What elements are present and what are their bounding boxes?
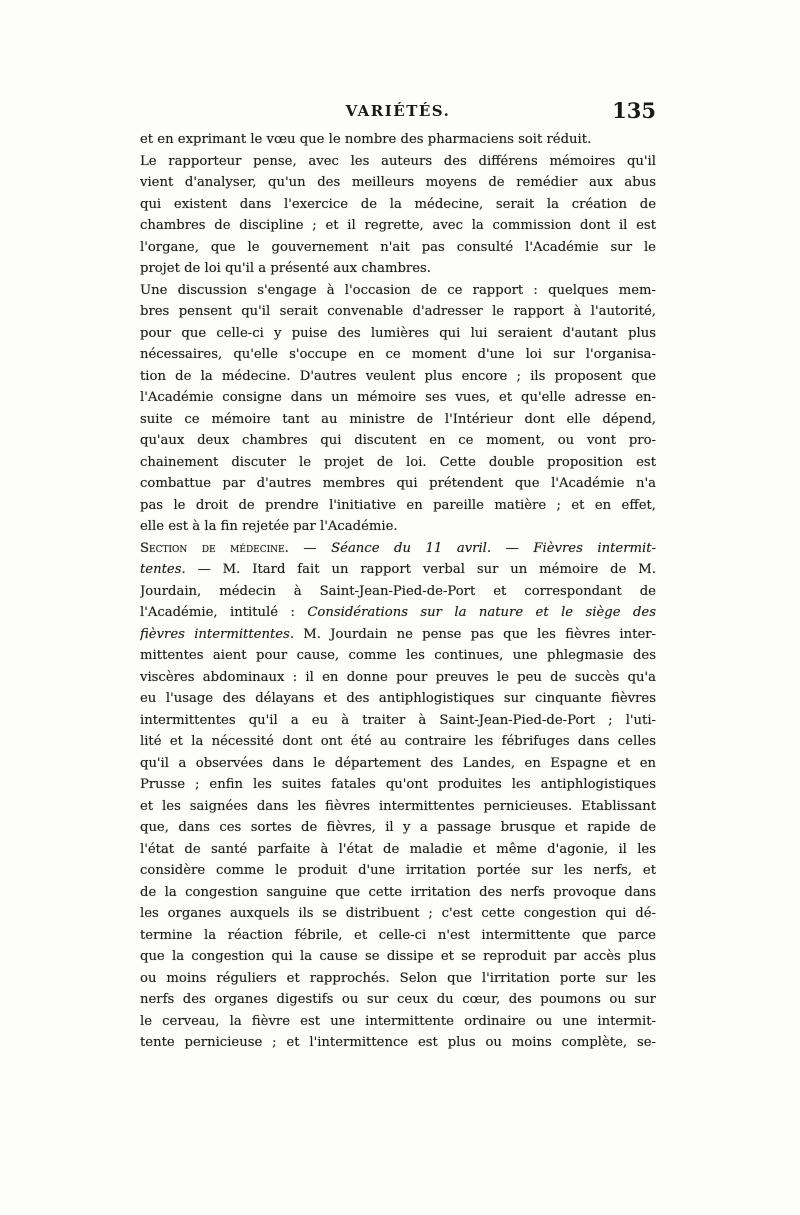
text-line [140,538,656,560]
line-text: les organes auxquels ils se distribuent ; c'est cette congestion qui dé- [140,906,656,921]
text-line [140,1032,656,1054]
text-line [140,796,656,818]
text-line [140,516,656,538]
line-text: Jourdain, médecin à Saint-Jean-Pied-de-Port et correspondant de [140,583,656,599]
text-line [140,731,656,753]
line-text: l'Académie, intitulé : [140,605,308,620]
line-text: nécessaires, qu'elle s'occupe en ce moment d'une loi sur l'organisa- [140,347,656,362]
text-line [140,946,656,968]
text-line [140,237,656,259]
line-text: l'état de santé parfaite à l'état de maladie et même d'agonie, il les [140,841,656,857]
text-line [140,452,656,474]
line-text: pour que celle-ci y puise des lumières qui lui seraient d'autant plus [140,325,656,341]
line-text: de la congestion sanguine que cette irritation des nerfs provoque dans [140,884,656,900]
text-line [140,344,656,366]
text-line [140,409,656,431]
line-text: elle est à la fin rejetée par l'Académie. [140,519,398,534]
line-text: Prusse ; enfin les suites fatales qu'ont produites les antiphlogistiques [140,777,656,792]
section-heading: Section de médecine. [140,540,289,556]
line-text: termine la réaction fébrile, et celle-ci n'est intermittente que parce [140,927,656,943]
text-line [140,559,656,581]
text-line [140,925,656,947]
text-line [140,151,656,173]
line-text: pas le droit de prendre l'initiative en pareille matière ; et en effet, [140,497,656,513]
text-line [140,323,656,345]
line-text: vient d'analyser, qu'un des meilleurs moyens de remédier aux abus [140,175,656,190]
line-text: bres pensent qu'il serait convenable d'adresser le rapport à l'autorité, [140,304,656,319]
line-text: projet de loi qu'il a présenté aux chambres. [140,261,431,276]
line-text: qu'aux deux chambres qui discutent en ce moment, ou vont pro- [140,433,656,448]
text-line [140,968,656,990]
line-text: tion de la médecine. D'autres veulent plus encore ; ils proposent que [140,368,656,384]
line-text: et les saignées dans les fièvres intermittentes pernicieuses. Etablissant [140,798,656,814]
text-line [140,645,656,667]
text-line [140,710,656,732]
italic-text: fièvres intermittentes. [140,626,295,642]
text-line [140,366,656,388]
text-line [140,473,656,495]
line-text: — [288,540,332,556]
text-line [140,495,656,517]
line-text: l'organe, que le gouvernement n'ait pas consulté l'Académie sur le [140,239,656,255]
line-text: Une discussion s'engage à l'occasion de ce rapport : quelques mem- [140,282,656,298]
text-line [140,624,656,646]
line-text: Le rapporteur pense, avec les auteurs des différens mémoires qu'il [140,153,656,169]
text-line [140,602,656,624]
running-title: VARIÉTÉS. [345,102,451,120]
text-line [140,860,656,882]
line-text: M. Jourdain ne pense pas que les fièvres inter- [294,626,656,642]
text-line [140,882,656,904]
line-text: le cerveau, la fièvre est une intermittente ordinaire ou une intermit- [140,1013,656,1029]
text-line [140,667,656,689]
text-line [140,903,656,925]
page-number: 135 [612,98,656,123]
line-text: tente pernicieuse ; et l'intermittence est plus ou moins complète, se- [140,1035,656,1050]
running-head [140,100,656,130]
text-line [140,430,656,452]
line-text: l'Académie consigne dans un mémoire ses vues, et qu'elle adresse en- [140,390,656,405]
line-text: chainement discuter le projet de loi. Cette double proposition est [140,454,656,470]
line-text: — M. Itard fait un rapport verbal sur un mémoire de M. [185,562,656,577]
line-text: ou moins réguliers et rapprochés. Selon que l'irritation porte sur les [140,970,656,986]
line-text: et en exprimant le vœu que le nombre des pharmaciens soit réduit. [140,132,592,147]
text-line [140,194,656,216]
line-text: mittentes aient pour cause, comme les continues, une phlegmasie des [140,648,656,663]
italic-text: Séance du 11 avril. — Fièvres intermit- [331,540,656,556]
text-line [140,839,656,861]
text-line [140,387,656,409]
line-text: que la congestion qui la cause se dissipe et se reproduit par accès plus [140,949,656,964]
text-line [140,753,656,775]
line-text: combattue par d'autres membres qui prétendent que l'Académie n'a [140,476,656,491]
text-line [140,1011,656,1033]
text-line [140,817,656,839]
text-line [140,280,656,302]
text-line [140,688,656,710]
line-text: qu'il a observées dans le département des Landes, en Espagne et en [140,755,656,771]
line-text: viscères abdominaux : il en donne pour preuves le peu de succès qu'a [140,669,656,685]
line-text: chambres de discipline ; et il regrette, avec la commission dont il est [140,218,656,233]
line-text: considère comme le produit d'une irritation portée sur les nerfs, et [140,863,656,878]
text-line [140,581,656,603]
line-text: eu l'usage des délayans et des antiphlogistiques sur cinquante fièvres [140,691,656,706]
text-line [140,215,656,237]
line-text: lité et la nécessité dont ont été au contraire les fébrifuges dans celles [140,734,656,749]
text-line [140,301,656,323]
text-line [140,129,656,151]
line-text: intermittentes qu'il a eu à traiter à Saint-Jean-Pied-de-Port ; l'uti- [140,712,656,728]
body-text [140,129,656,1054]
italic-text: Considérations sur la nature et le siège des [307,605,656,620]
line-text: nerfs des organes digestifs ou sur ceux du cœur, des poumons ou sur [140,992,656,1007]
text-line [140,774,656,796]
line-text: que, dans ces sortes de fièvres, il y a passage brusque et rapide de [140,820,656,835]
text-line [140,172,656,194]
text-line [140,989,656,1011]
line-text: suite ce mémoire tant au ministre de l'Intérieur dont elle dépend, [140,411,656,427]
line-text: qui existent dans l'exercice de la médecine, serait la création de [140,196,656,212]
text-line [140,258,656,280]
italic-text: tentes. [140,562,186,577]
